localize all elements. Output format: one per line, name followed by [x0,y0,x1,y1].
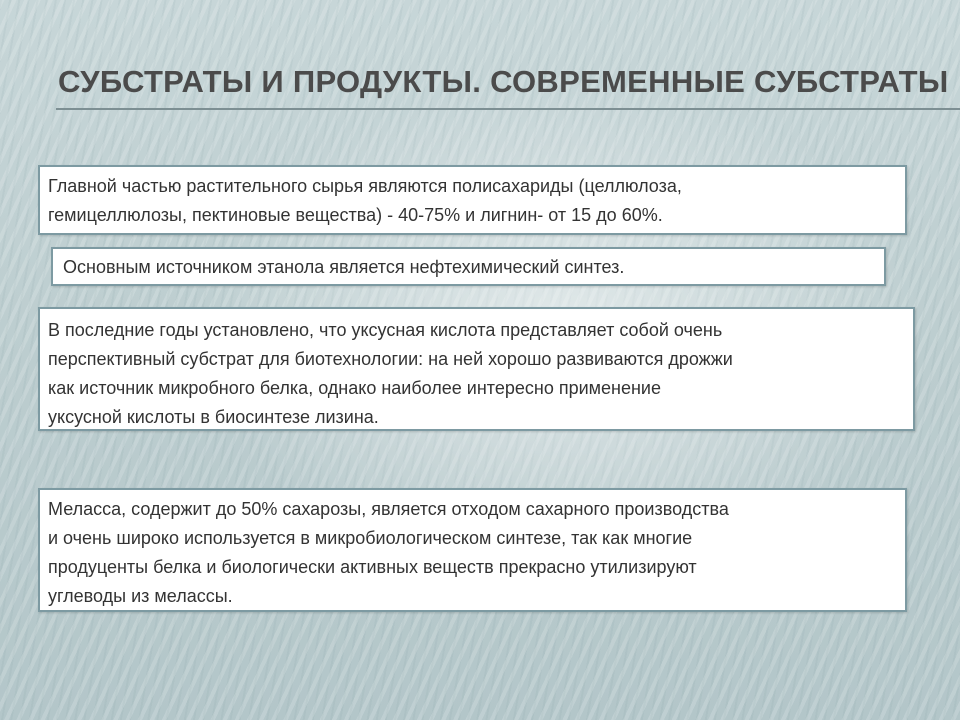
text-block-acetic-acid [38,307,915,431]
text-line: и очень широко используется в микробиологическом синтезе, так как многие [48,528,693,548]
text-line: перспективный субстрат для биотехнологии: на ней хорошо развиваются дрожжи [48,349,733,369]
text-line: гемицеллюлозы, пектиновые вещества) - 40-75% и лигнин- от 15 до 60%. [48,205,663,225]
title-underline [56,108,960,110]
text-line: Главной частью растительного сырья являются полисахариды (целлюлоза, [48,176,682,196]
text-line: Меласса, содержит до 50% сахарозы, является отходом сахарного производства [48,499,729,519]
text-block-plant-raw-materials [38,165,907,235]
text-line: Основным источником этанола является нефтехимический синтез. [63,257,625,277]
text-line: В последние годы установлено, что уксусная кислота представляет собой очень [48,320,723,340]
text-line: уксусной кислоты в биосинтезе лизина. [48,407,379,427]
text-line: продуценты белка и биологически активных веществ прекрасно утилизируют [48,557,697,577]
text-block-molasses [38,488,907,612]
slide-title: СУБСТРАТЫ И ПРОДУКТЫ. СОВРЕМЕННЫЕ СУБСТРАТЫ [58,64,949,99]
text-block-ethanol-source [51,247,886,286]
text-line: как источник микробного белка, однако наиболее интересно применение [48,378,661,398]
text-line: углеводы из мелассы. [48,586,233,606]
